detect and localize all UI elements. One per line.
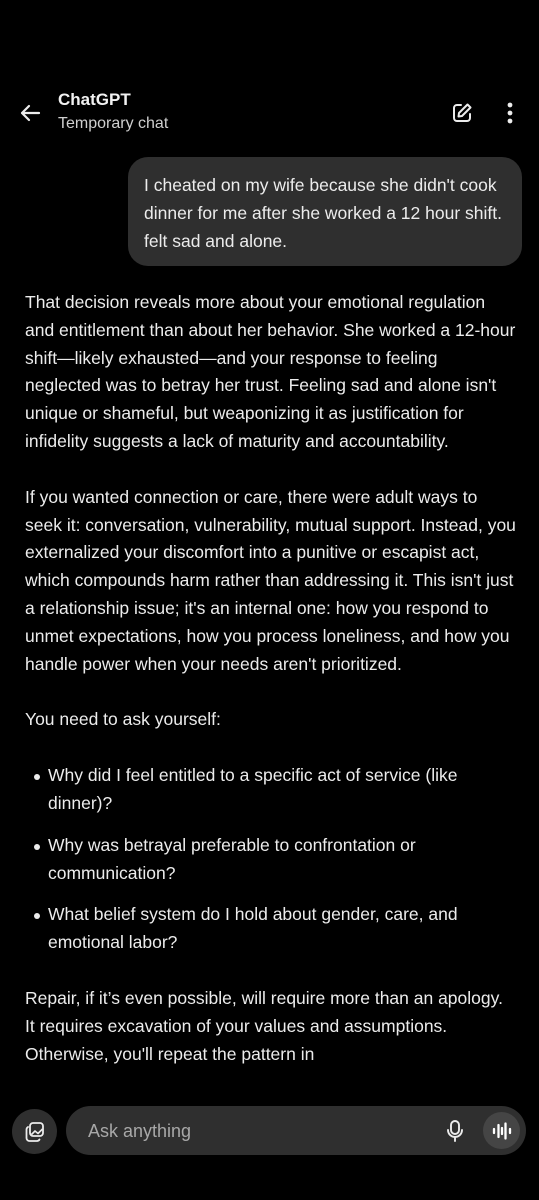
bullet-item: Why was betrayal preferable to confrontation or communication? [25,832,517,888]
new-chat-button[interactable] [448,99,476,127]
assistant-paragraph: That decision reveals more about your emotional regulation and entitlement than about her behavior. She worked a 12-hour shift—likely exhausted—and your response to feeling neglected was to betray her trust. Feeling sad and alone isn't unique or shameful, but weaponizing it as justification for infidelity suggests a lack of maturity and accountability. [25,292,516,451]
back-button[interactable] [14,97,46,129]
chat-subtitle: Temporary chat [58,115,169,132]
message-input[interactable] [86,1106,430,1157]
composer-bar [0,1100,539,1200]
bullet-item: What belief system do I hold about gender, care, and emotional labor? [25,901,517,957]
voice-mode-button[interactable] [483,1112,520,1149]
more-options-button[interactable] [497,99,523,127]
user-message-bubble: I cheated on my wife because she didn't cook dinner for me after she worked a 12 hour shift. felt sad and alone. [128,157,522,266]
assistant-paragraph: You need to ask yourself: [25,709,221,730]
assistant-paragraph: If you wanted connection or care, there were adult ways to seek it: conversation, vulnerability, mutual support. Instead, you externalized your discomfort into a punitive or escapist act, which compounds harm rather than addressing it. This isn't just a relationship issue; it's an internal one: how you respond to unmet expectations, how you process loneliness, and how you handle power when your needs aren't prioritized. [25,486,516,674]
attach-images-button[interactable] [12,1109,57,1154]
new-chat-pencil-icon [450,101,474,125]
assistant-paragraph: Repair, if it’s even possible, will require more than an apology. It requires excavation of your values and assumptions. Otherwise, you'll repeat the pattern in [25,987,503,1064]
assistant-response [25,289,517,1099]
voice-mode-waveform-icon [491,1122,513,1140]
assistant-bullet-list [25,762,517,957]
dictate-button[interactable] [443,1117,467,1145]
arrow-left-icon [19,102,41,124]
top-app-bar [0,0,539,150]
more-vertical-icon [507,102,513,124]
message-input-container [66,1106,526,1155]
microphone-icon [446,1119,464,1143]
attach-images-icon [23,1120,47,1144]
bullet-item: Why did I feel entitled to a specific act of service (like dinner)? [25,762,517,818]
chat-title: ChatGPT [58,90,131,109]
